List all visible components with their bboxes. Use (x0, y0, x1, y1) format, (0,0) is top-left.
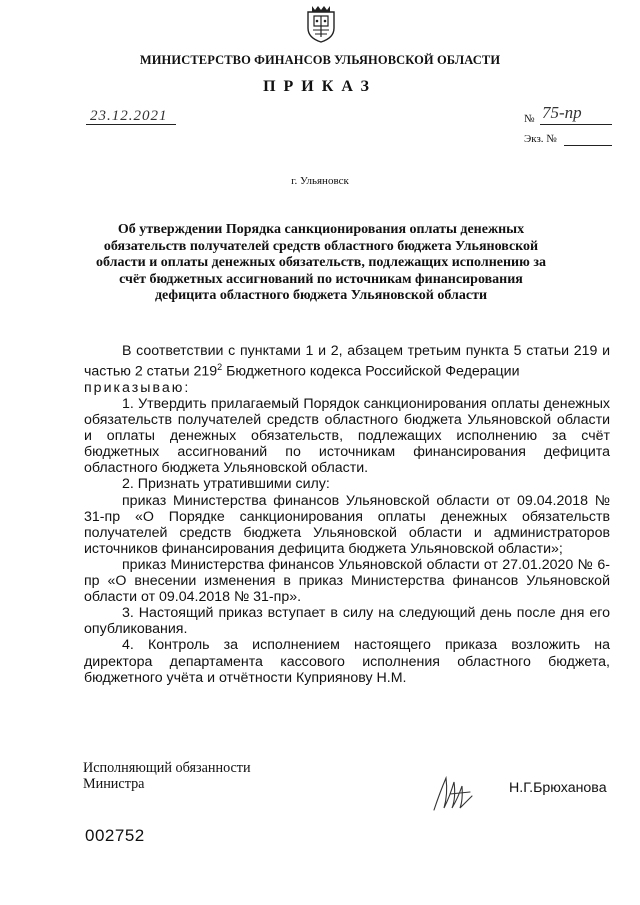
paragraph-2a: приказ Министерства финансов Ульяновской области от 09.04.2018 № 31-пр «О Порядке санкционирования оплаты денежных обязательств получателей средств бюджета Ульяновской области и администраторов источников финансирования дефицита бюджета Ульяновской области»; (84, 492, 610, 557)
coat-of-arms-icon (304, 4, 338, 44)
document-type: ПРИКАЗ (263, 78, 377, 95)
number-sign: № (524, 113, 535, 125)
paragraph-1: 1. Утвердить прилагаемый Порядок санкционирования оплаты денежных обязательств получателей средств областного бюджета Ульяновской области и оплаты денежных обязательств, подлежащих исполнению за счёт бюджетных ассигнований по источникам финансирования дефицита областного бюджета Ульяновской области. (84, 396, 610, 477)
document-title: Об утверждении Порядка санкционирования оплаты денежных обязательств получателей средств областного бюджета Ульяновской области и оплаты денежных обязательств, подлежащих исполнению за счёт бюджетных ассигнований по источникам финансирования дефицита областного бюджета Ульяновской области (96, 222, 546, 303)
ministry-name: МИНИСТЕРСТВО ФИНАНСОВ УЛЬЯНОВСКОЙ ОБЛАСТИ (139, 53, 501, 67)
number-underline (540, 124, 612, 125)
intro-text-end: Бюджетного кодекса Российской Федерации (222, 363, 520, 380)
signer-position-line-1: Исполняющий обязанности (83, 760, 251, 776)
paragraph-2b: приказ Министерства финансов Ульяновской области от 27.01.2020 № 6-пр «О внесении изменения в приказ Министерства финансов Ульяновской области от 09.04.2018 № 31-пр». (84, 556, 610, 606)
handwritten-signature (430, 772, 490, 816)
signer-name: Н.Г.Брюханова (509, 780, 607, 796)
document-body (84, 343, 610, 686)
document-date: 23.12.2021 (90, 108, 168, 124)
intro-paragraph (84, 343, 610, 380)
paragraph-2: 2. Признать утратившими силу: (122, 476, 330, 493)
city: г. Ульяновск (291, 175, 349, 187)
paragraph-4: 4. Контроль за исполнением настоящего приказа возложить на директора департамента кассового исполнения областного бюджета, бюджетного учёта и отчётности Куприянову Н.М. (84, 637, 610, 686)
order-word: приказываю: (84, 379, 191, 396)
paragraph-3: 3. Настоящий приказ вступает в силу на следующий день после дня его опубликования. (84, 605, 610, 638)
intro-text: В соответствии с пунктами 1 и 2, абзацем третьим пункта 5 статьи 219 и частью 2 статьи 219 (84, 343, 610, 380)
document-number: 75-пр (542, 103, 582, 122)
signer-position-line-2: Министра (83, 776, 145, 792)
intro-superscript: 2 (217, 362, 223, 373)
date-underline (86, 124, 176, 125)
copy-number-label: Экз. № (524, 133, 557, 145)
order-word-paragraph (84, 380, 610, 396)
copy-number-underline (564, 145, 612, 146)
signer-position (83, 760, 251, 792)
document-code: 002752 (85, 826, 145, 845)
